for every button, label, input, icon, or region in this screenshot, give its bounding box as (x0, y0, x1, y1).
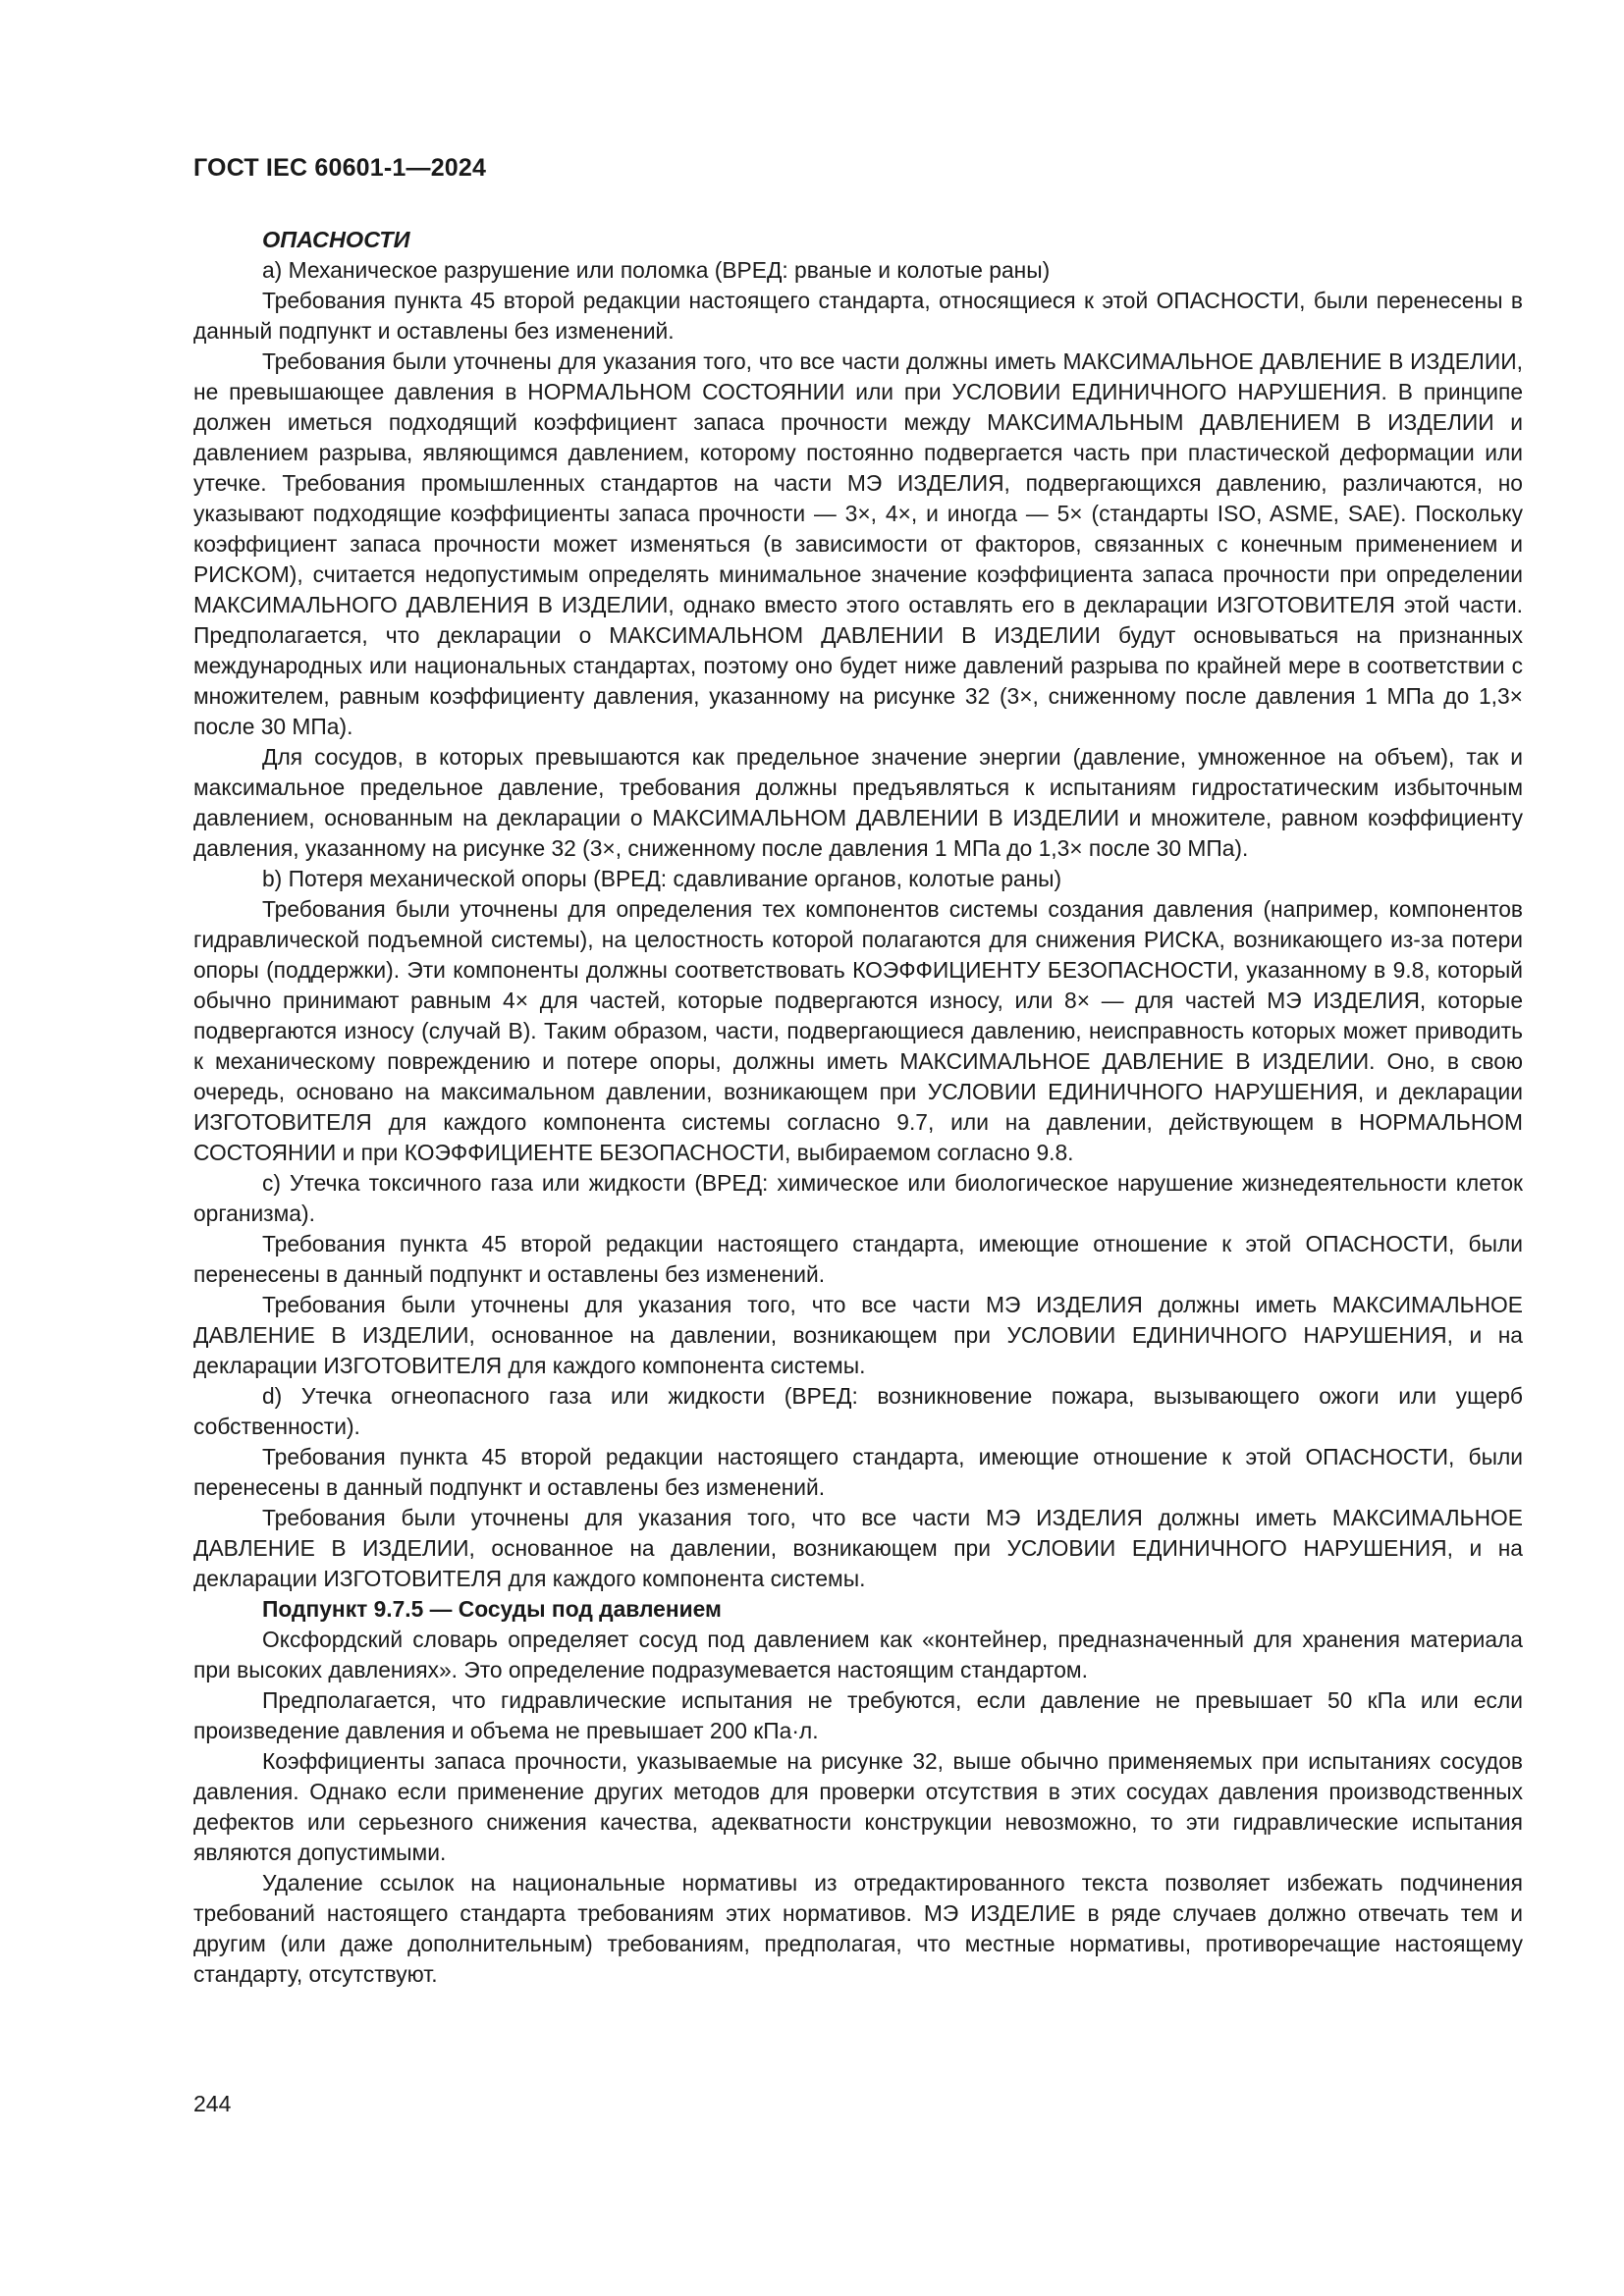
paragraph: Для сосудов, в которых превышаются как предельное значение энергии (давление, умноженное на объем), так и максимальное предельное давление, требования должны предъявляться к испытаниям гидростатическим избыточным давлением, основанным на декларации о МАКСИМАЛЬНОМ ДАВЛЕНИИ В ИЗДЕЛИИ и множителе, равном коэффициенту давления, указанному на рисунке 32 (3×, сниженному после давления 1 МПа до 1,3× после 30 МПа). (193, 744, 1523, 861)
hazard-item-a: a) Механическое разрушение или поломка (ВРЕД: рваные и колотые раны) (262, 257, 1051, 283)
page-body (193, 225, 1523, 1990)
paragraph: Требования были уточнены для указания того, что все части должны иметь МАКСИМАЛЬНОЕ ДАВЛЕНИЕ В ИЗДЕЛИИ, не превышающее давления в НОРМАЛЬНОМ СОСТОЯНИИ или при УСЛОВИИ ЕДИНИЧНОГО НАРУШЕНИЯ. В принципе должен иметься подходящий коэффициент запаса прочности между МАКСИМАЛЬНЫМ ДАВЛЕНИЕМ В ИЗДЕЛИИ и давлением разрыва, являющимся давлением, которому постоянно подвергается часть при пластической деформации или утечке. Требования промышленных стандартов на части МЭ ИЗДЕЛИЯ, подвергающихся давлению, различаются, но указывают подходящие коэффициенты запаса прочности — 3×, 4×, и иногда — 5× (стандарты ISO, ASME, SAE). Поскольку коэффициент запаса прочности может изменяться (в зависимости от факторов, связанных с конечным применением и РИСКОМ), считается недопустимым определять минимальное значение коэффициента запаса прочности при определении МАКСИМАЛЬНОГО ДАВЛЕНИЯ В ИЗДЕЛИИ, однако вместо этого оставлять его в декларации ИЗГОТОВИТЕЛЯ этой части. Предполагается, что декларации о МАКСИМАЛЬНОМ ДАВЛЕНИИ В ИЗДЕЛИИ будут основываться на признанных международных или национальных стандартах, поэтому оно будет ниже давлений разрыва по крайней мере в соответствии с множителем, равным коэффициенту давления, указанному на рисунке 32 (3×, сниженному после давления 1 МПа до 1,3× после 30 МПа). (193, 348, 1523, 739)
subclause-heading: Подпункт 9.7.5 — Сосуды под давлением (262, 1596, 722, 1622)
hazard-item-d: d) Утечка огнеопасного газа или жидкости (ВРЕД: возникновение пожара, вызывающего ожоги или ущерб собственности). (193, 1383, 1523, 1439)
paragraph: Требования были уточнены для указания того, что все части МЭ ИЗДЕЛИЯ должны иметь МАКСИМАЛЬНОЕ ДАВЛЕНИЕ В ИЗДЕЛИИ, основанное на давлении, возникающем при УСЛОВИИ ЕДИНИЧНОГО НАРУШЕНИЯ, и на декларации ИЗГОТОВИТЕЛЯ для каждого компонента системы. (193, 1505, 1523, 1591)
paragraph: Требования были уточнены для определения тех компонентов системы создания давления (например, компонентов гидравлической подъемной системы), на целостность которой полагаются для снижения РИСКА, возникающего из-за потери опоры (поддержки). Эти компоненты должны соответствовать КОЭФФИЦИЕНТУ БЕЗОПАСНОСТИ, указанному в 9.8, который обычно принимают равным 4× для частей, которые подвергаются износу, или 8× — для частей МЭ ИЗДЕЛИЯ, которые подвергаются износу (случай В). Таким образом, части, подвергающиеся давлению, неисправность которых может приводить к механическому повреждению и потере опоры, должны иметь МАКСИМАЛЬНОЕ ДАВЛЕНИЕ В ИЗДЕЛИИ. Оно, в свою очередь, основано на максимальном давлении, возникающем при УСЛОВИИ ЕДИНИЧНОГО НАРУШЕНИЯ, и декларации ИЗГОТОВИТЕЛЯ для каждого компонента системы согласно 9.7, или на давлении, действующем в НОРМАЛЬНОМ СОСТОЯНИИ и при КОЭФФИЦИЕНТЕ БЕЗОПАСНОСТИ, выбираемом согласно 9.8. (193, 896, 1523, 1165)
page-number: 244 (193, 2091, 232, 2116)
paragraph: Удаление ссылок на национальные нормативы из отредактированного текста позволяет избежать подчинения требований настоящего стандарта требованиям этих нормативов. МЭ ИЗДЕЛИЕ в ряде случаев должно отвечать тем и другим (или даже дополнительным) требованиям, предполагая, что местные нормативы, противоречащие настоящему стандарту, отсутствуют. (193, 1870, 1523, 1987)
section-title: ОПАСНОСТИ (262, 227, 410, 252)
document-header: ГОСТ IEC 60601-1—2024 (193, 154, 487, 182)
hazard-item-c: c) Утечка токсичного газа или жидкости (ВРЕД: химическое или биологическое нарушение жизнедеятельности клеток организма). (193, 1170, 1523, 1226)
paragraph: Требования были уточнены для указания того, что все части МЭ ИЗДЕЛИЯ должны иметь МАКСИМАЛЬНОЕ ДАВЛЕНИЕ В ИЗДЕЛИИ, основанное на давлении, возникающем при УСЛОВИИ ЕДИНИЧНОГО НАРУШЕНИЯ, и на декларации ИЗГОТОВИТЕЛЯ для каждого компонента системы. (193, 1292, 1523, 1378)
hazard-item-b: b) Потеря механической опоры (ВРЕД: сдавливание органов, колотые раны) (262, 866, 1062, 891)
paragraph: Требования пункта 45 второй редакции настоящего стандарта, имеющие отношение к этой ОПАСНОСТИ, были перенесены в данный подпункт и оставлены без изменений. (193, 1444, 1523, 1500)
paragraph: Требования пункта 45 второй редакции настоящего стандарта, относящиеся к этой ОПАСНОСТИ, были перенесены в данный подпункт и оставлены без изменений. (193, 288, 1523, 344)
paragraph: Предполагается, что гидравлические испытания не требуются, если давление не превышает 50 кПа или если произведение давления и объема не превышает 200 кПа·л. (193, 1687, 1523, 1743)
paragraph: Требования пункта 45 второй редакции настоящего стандарта, имеющие отношение к этой ОПАСНОСТИ, были перенесены в данный подпункт и оставлены без изменений. (193, 1231, 1523, 1287)
paragraph: Коэффициенты запаса прочности, указываемые на рисунке 32, выше обычно применяемых при испытаниях сосудов давления. Однако если применение других методов для проверки отсутствия в этих сосудах давления производственных дефектов или серьезного снижения качества, адекватности конструкции невозможно, то эти гидравлические испытания являются допустимыми. (193, 1748, 1523, 1865)
paragraph: Оксфордский словарь определяет сосуд под давлением как «контейнер, предназначенный для хранения материала при высоких давлениях». Это определение подразумевается настоящим стандартом. (193, 1627, 1523, 1682)
